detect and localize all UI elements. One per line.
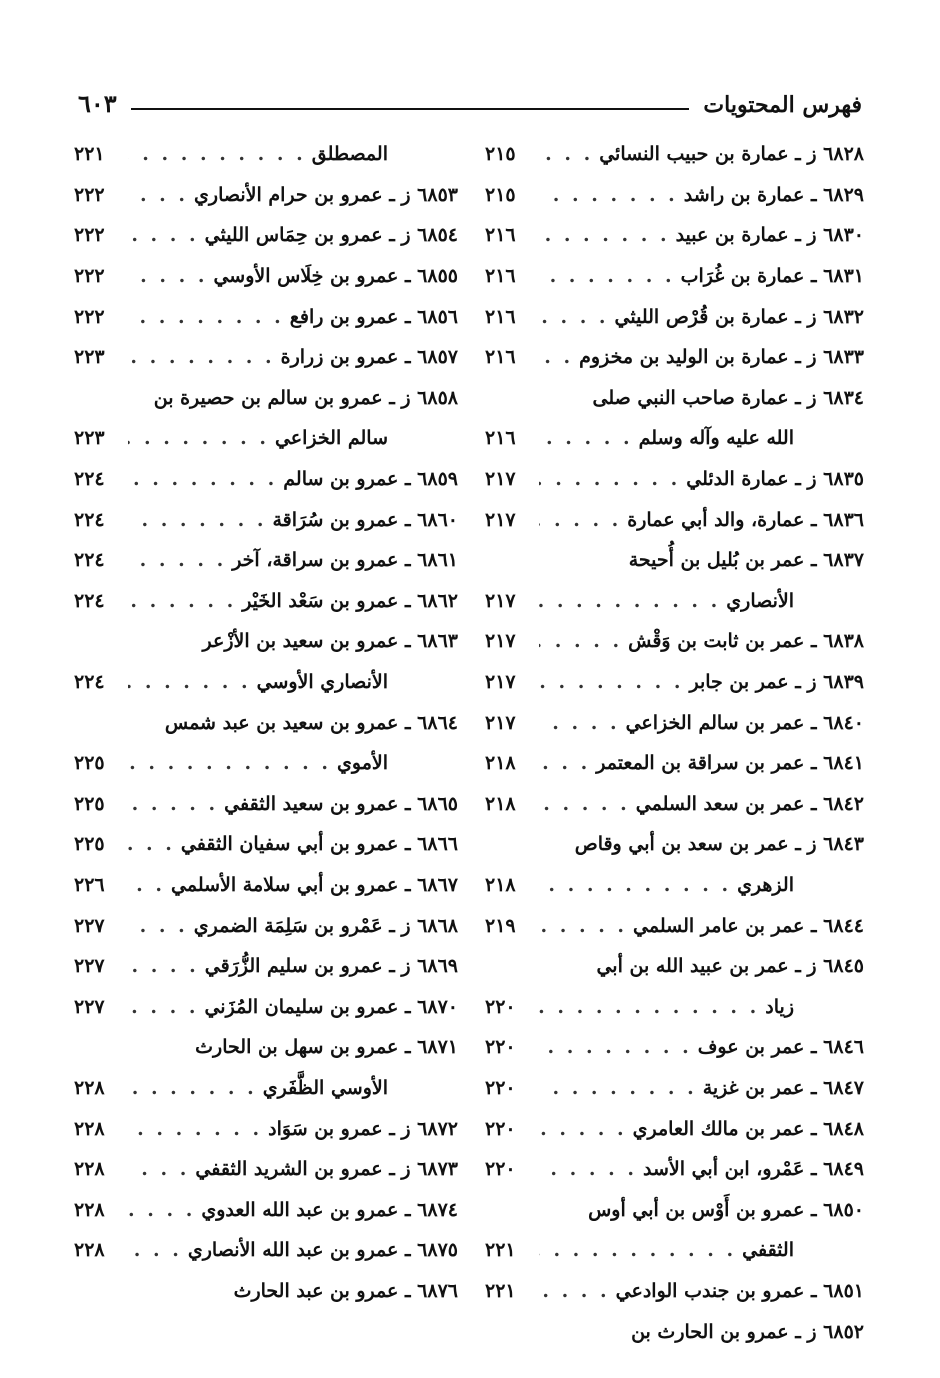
header-rule — [131, 108, 690, 110]
index-entry — [485, 134, 868, 175]
index-entry — [74, 134, 462, 175]
leader-dots — [128, 590, 236, 612]
index-entry — [485, 1271, 868, 1312]
leader-dots — [128, 1077, 257, 1099]
entry-text: ٦٨٥٤ ز ـ عمرو بن حِمَاس الليثي — [204, 224, 458, 247]
entry-page-number: ٢٢٠ — [485, 1036, 516, 1059]
entry-page-number: ٢٢٨ — [74, 1158, 105, 1181]
index-entry — [485, 946, 868, 987]
entry-text: ٦٨٤١ ـ عمر بن سراقة بن المعتمر — [596, 752, 864, 775]
page-number: ٦٠٣ — [78, 89, 117, 118]
entry-text: ٦٨٧١ ـ عمرو بن سهل بن الحارث — [195, 1036, 458, 1059]
leader-dots — [128, 874, 165, 896]
entry-text: ٦٨٦٣ ـ عمرو بن سعيد بن الأزْعر — [202, 630, 458, 653]
entry-text: ٦٨٥١ ـ عمرو بن جندب الوادعي — [615, 1279, 864, 1302]
entry-text: ٦٨٦٥ ـ عمرو بن سعيد الثقفي — [224, 792, 458, 815]
entry-page-number: ٢١٩ — [485, 914, 516, 937]
index-entry — [485, 540, 868, 581]
index-entry — [485, 824, 868, 865]
entry-text: ٦٨٧٣ ز ـ عمرو بن الشريد الثقفي — [195, 1158, 458, 1181]
leader-dots — [128, 1118, 262, 1140]
leader-dots — [128, 955, 199, 977]
leader-dots — [128, 793, 218, 815]
entry-text: ٦٨٣٨ ـ عمر بن ثابت بن وَقْش — [628, 630, 864, 653]
leader-dots — [128, 184, 188, 206]
entry-page-number: ٢٢٨ — [74, 1076, 105, 1099]
entry-text: ٦٨٣٥ ز ـ عمارة الدئلي — [686, 468, 864, 491]
entry-page-number: ٢٢٥ — [74, 833, 105, 856]
entry-page-number: ٢٢٢ — [74, 305, 105, 328]
leader-dots — [539, 630, 622, 652]
entry-page-number: ٢٢٠ — [485, 995, 516, 1018]
entry-page-number: ٢٢٢ — [74, 265, 105, 288]
index-entry — [485, 986, 868, 1027]
leader-dots — [539, 346, 573, 368]
index-entry — [74, 215, 462, 256]
entry-text: ٦٨٢٨ ز ـ عمارة بن حبيب النسائي — [599, 143, 864, 166]
entry-text: ٦٨٦٠ ـ عمرو بن سُرَاقة — [272, 508, 458, 531]
index-entry — [485, 905, 868, 946]
entry-text: ٦٨٣٠ ز ـ عمارة بن عبيد — [675, 224, 864, 247]
entry-page-number: ٢٢١ — [485, 1239, 516, 1262]
entry-text: الزهري — [737, 873, 794, 896]
index-entry — [485, 1108, 868, 1149]
leader-dots — [539, 224, 670, 246]
index-entry — [485, 581, 868, 622]
entry-text: الأوسي الظَّفَري — [262, 1076, 388, 1099]
entry-page-number: ٢١٦ — [485, 265, 516, 288]
leader-dots — [539, 184, 678, 206]
entry-text: ٦٨٧٥ ـ عمرو بن عبد الله الأنصاري — [187, 1239, 458, 1262]
leader-dots — [128, 346, 275, 368]
entry-text: ٦٨٤٦ ـ عمر بن عوف — [697, 1036, 864, 1059]
leader-dots — [539, 1239, 736, 1261]
entry-text: ٦٨٦٨ ز ـ عَمْرو بن سَلِمَة الضمري — [193, 914, 458, 937]
entry-text: ٦٨٤٨ ـ عمر بن مالك العامري — [632, 1117, 864, 1140]
index-entry — [74, 621, 462, 662]
leader-dots — [539, 671, 683, 693]
header-title: فهرس المحتويات — [703, 92, 862, 118]
leader-dots — [539, 712, 620, 734]
leader-dots — [128, 468, 277, 490]
index-entry — [74, 418, 462, 459]
leader-dots — [539, 874, 731, 896]
entry-page-number: ٢١٨ — [485, 752, 516, 775]
leader-dots — [128, 996, 198, 1018]
index-entry — [74, 662, 462, 703]
entry-page-number: ٢١٧ — [485, 508, 516, 531]
entry-page-number: ٢٢٨ — [74, 1117, 105, 1140]
entry-text: ٦٨٧٢ ز ـ عمرو بن سَوَاد — [268, 1117, 458, 1140]
entry-page-number: ٢٢٤ — [74, 468, 105, 491]
entry-page-number: ٢٢٧ — [74, 995, 105, 1018]
entry-page-number: ٢١٧ — [485, 630, 516, 653]
entry-page-number: ٢٢٤ — [74, 671, 105, 694]
entry-page-number: ٢٢٠ — [485, 1117, 516, 1140]
leader-dots — [128, 427, 269, 449]
index-entry — [74, 1108, 462, 1149]
entry-text: ٦٨٤٧ ـ عمر بن غزية — [702, 1076, 864, 1099]
leader-dots — [128, 1239, 182, 1261]
entry-text: ٦٨٦٢ ـ عمرو بن سَعْد الخَيْر — [242, 589, 458, 612]
entry-page-number: ٢٢٣ — [74, 427, 105, 450]
entry-page-number: ٢١٦ — [485, 346, 516, 369]
leader-dots — [539, 752, 590, 774]
index-entry — [485, 459, 868, 500]
entry-text: ٦٨٣١ ـ عمارة بن غُرَاب — [680, 265, 864, 288]
leader-dots — [539, 1118, 627, 1140]
index-entry — [74, 1149, 462, 1190]
entry-text: الأنصاري — [726, 589, 794, 612]
entry-text: ٦٨٣٧ ـ عمر بن بُليل بن أُحيحة — [628, 549, 864, 572]
leader-dots — [539, 793, 630, 815]
leader-dots — [539, 1077, 697, 1099]
entry-text: سالم الخزاعي — [274, 427, 388, 450]
right-column — [485, 134, 868, 1352]
entry-text: ٦٨٧٠ ـ عمرو بن سليمان المُزَني — [204, 995, 458, 1018]
leader-dots — [128, 306, 284, 328]
entry-text: ٦٨٥٨ ز ـ عمرو بن سالم بن حصيرة بن — [153, 386, 458, 409]
entry-text: ٦٨٤٣ ز ـ عمر بن سعد بن أبي وقاص — [574, 833, 864, 856]
index-entry — [485, 1027, 868, 1068]
leader-dots — [539, 915, 627, 937]
entry-page-number: ٢٢٤ — [74, 549, 105, 572]
entry-page-number: ٢٢٨ — [74, 1198, 105, 1221]
index-entry — [485, 175, 868, 216]
leader-dots — [128, 509, 266, 531]
leader-dots — [128, 143, 306, 165]
entry-page-number: ٢٢١ — [74, 143, 105, 166]
index-entry — [485, 743, 868, 784]
leader-dots — [539, 265, 675, 287]
leader-dots — [128, 1158, 189, 1180]
leader-dots — [128, 671, 251, 693]
leader-dots — [539, 1280, 610, 1302]
entry-page-number: ٢٢٤ — [74, 508, 105, 531]
entry-text: ٦٨٦٦ ـ عمرو بن أبي سفيان الثقفي — [180, 833, 458, 856]
leader-dots — [128, 752, 331, 774]
leader-dots — [128, 1199, 195, 1221]
entry-text: ٦٨٢٩ ـ عمارة بن راشد — [683, 183, 864, 206]
leader-dots — [539, 427, 633, 449]
leader-dots — [539, 1158, 637, 1180]
entry-text: ٦٨٥٢ ز ـ عمرو بن الحارث بن — [631, 1320, 864, 1343]
entry-page-number: ٢٢٦ — [74, 873, 105, 896]
index-entry — [74, 702, 462, 743]
entry-page-number: ٢١٧ — [485, 671, 516, 694]
index-entry — [74, 1230, 462, 1271]
index-entry — [485, 662, 868, 703]
entry-page-number: ٢٢٢ — [74, 183, 105, 206]
index-entry — [74, 256, 462, 297]
index-entry — [74, 824, 462, 865]
leader-dots — [128, 265, 207, 287]
index-entry — [74, 946, 462, 987]
entry-text: ٦٨٦٩ ز ـ عمرو بن سليم الزُّرَقي — [204, 955, 458, 978]
entry-page-number: ٢٢٣ — [74, 346, 105, 369]
entry-text: ٦٨٥٥ ـ عمرو بن خِلَاس الأوسي — [213, 265, 458, 288]
leader-dots — [128, 915, 188, 937]
entry-page-number: ٢٢٢ — [74, 224, 105, 247]
index-entry — [74, 175, 462, 216]
entry-page-number: ٢١٦ — [485, 427, 516, 450]
index-entry — [485, 702, 868, 743]
index-entry — [74, 743, 462, 784]
index-entry — [485, 1230, 868, 1271]
index-entry — [74, 296, 462, 337]
entry-page-number: ٢٢٠ — [485, 1076, 516, 1099]
entry-text: ٦٨٦٤ ـ عمرو بن سعيد بن عبد شمس — [164, 711, 458, 734]
entry-page-number: ٢١٧ — [485, 711, 516, 734]
entry-page-number: ٢٢٨ — [74, 1239, 105, 1262]
entry-text: ٦٨٤٤ ـ عمر بن عامر السلمي — [633, 914, 864, 937]
entry-text: ٦٨٦٧ ـ عمرو بن أبي سلامة الأسلمي — [171, 873, 458, 896]
index-entry — [485, 1149, 868, 1190]
index-entry — [485, 337, 868, 378]
entry-text: الله عليه وآله وسلم — [638, 427, 794, 450]
index-entry — [74, 581, 462, 622]
index-entry — [485, 499, 868, 540]
entry-text: ٦٨٥٩ ـ عمرو بن سالم — [283, 468, 458, 491]
index-entry — [485, 378, 868, 419]
entry-page-number: ٢٢٧ — [74, 914, 105, 937]
entry-text: ٦٨٣٢ ز ـ عمارة بن قُرْص الليثي — [614, 305, 864, 328]
index-entry — [74, 986, 462, 1027]
page-header — [78, 78, 862, 118]
entry-text: ٦٨٤٩ ـ عَمْرو، ابن أبي الأسد — [642, 1158, 864, 1181]
entry-text: ٦٨٣٦ ـ عمارة، والد أبي عمارة — [627, 508, 864, 531]
entry-page-number: ٢١٨ — [485, 873, 516, 896]
index-entry — [74, 1068, 462, 1109]
index-entry — [74, 1271, 462, 1312]
entry-text: ٦٨٣٤ ز ـ عمارة صاحب النبي صلى — [592, 386, 864, 409]
index-entry — [485, 865, 868, 906]
entry-page-number: ٢٢٧ — [74, 955, 105, 978]
index-entry — [74, 459, 462, 500]
index-entry — [74, 499, 462, 540]
leader-dots — [539, 1036, 692, 1058]
left-column — [74, 134, 462, 1311]
entry-text: الأنصاري الأوسي — [256, 671, 388, 694]
entry-page-number: ٢١٧ — [485, 468, 516, 491]
index-entry — [485, 418, 868, 459]
entry-text: الأموي — [337, 752, 388, 775]
entry-page-number: ٢٢٠ — [485, 1158, 516, 1181]
leader-dots — [539, 590, 720, 612]
entry-text: زياد — [765, 995, 794, 1018]
entry-text: ٦٨٥٠ ـ عمرو بن أَوْس بن أبي أوس — [588, 1198, 864, 1221]
entry-page-number: ٢٢٥ — [74, 792, 105, 815]
leader-dots — [539, 996, 759, 1018]
leader-dots — [128, 833, 175, 855]
leader-dots — [128, 549, 226, 571]
entry-text: ٦٨٤٥ ز ـ عمر بن عبيد الله بن أبي — [596, 955, 864, 978]
index-entry — [74, 337, 462, 378]
entry-page-number: ٢١٦ — [485, 305, 516, 328]
index-entry — [74, 784, 462, 825]
index-entry — [485, 784, 868, 825]
index-entry — [74, 865, 462, 906]
entry-text: المصطلق — [311, 143, 388, 166]
leader-dots — [539, 509, 621, 531]
entry-page-number: ٢١٧ — [485, 589, 516, 612]
entry-page-number: ٢١٦ — [485, 224, 516, 247]
entry-page-number: ٢٢٥ — [74, 752, 105, 775]
entry-text: ٦٨٥٦ ـ عمرو بن رافع — [289, 305, 458, 328]
entry-text: ٦٨٧٦ ـ عمرو بن عبد الحارث — [233, 1279, 458, 1302]
entry-text: ٦٨٤٢ ـ عمر بن سعد السلمي — [635, 792, 864, 815]
entry-page-number: ٢١٥ — [485, 183, 516, 206]
entry-text: الثقفي — [742, 1239, 794, 1262]
index-entry — [74, 1027, 462, 1068]
entry-text: ٦٨٥٧ ـ عمرو بن زرارة — [280, 346, 458, 369]
index-entry — [74, 378, 462, 419]
index-entry — [485, 256, 868, 297]
leader-dots — [539, 143, 593, 165]
index-entry — [485, 215, 868, 256]
index-entry — [485, 296, 868, 337]
leader-dots — [128, 224, 199, 246]
index-entry — [485, 1068, 868, 1109]
index-entry — [74, 540, 462, 581]
leader-dots — [539, 306, 609, 328]
entry-text: ٦٨٣٩ ز ـ عمر بن جابر — [689, 671, 864, 694]
entry-text: ٦٨٥٣ ز ـ عمرو بن حرام الأنصاري — [194, 183, 458, 206]
index-entry — [74, 905, 462, 946]
index-entry — [485, 621, 868, 662]
entry-text: ٦٨٧٤ ـ عمرو بن عبد الله العدوي — [201, 1198, 458, 1221]
index-entry — [74, 1189, 462, 1230]
entry-page-number: ٢١٨ — [485, 792, 516, 815]
index-entry — [485, 1311, 868, 1352]
index-entry — [485, 1189, 868, 1230]
entry-page-number: ٢٢١ — [485, 1279, 516, 1302]
leader-dots — [539, 468, 680, 490]
entry-page-number: ٢٢٤ — [74, 589, 105, 612]
entry-page-number: ٢١٥ — [485, 143, 516, 166]
entry-text: ٦٨٣٣ ز ـ عمارة بن الوليد بن مخزوم — [579, 346, 864, 369]
entry-text: ٦٨٦١ ـ عمرو بن سراقة، آخر — [232, 549, 458, 572]
entry-text: ٦٨٤٠ ـ عمر بن سالم الخزاعي — [625, 711, 864, 734]
